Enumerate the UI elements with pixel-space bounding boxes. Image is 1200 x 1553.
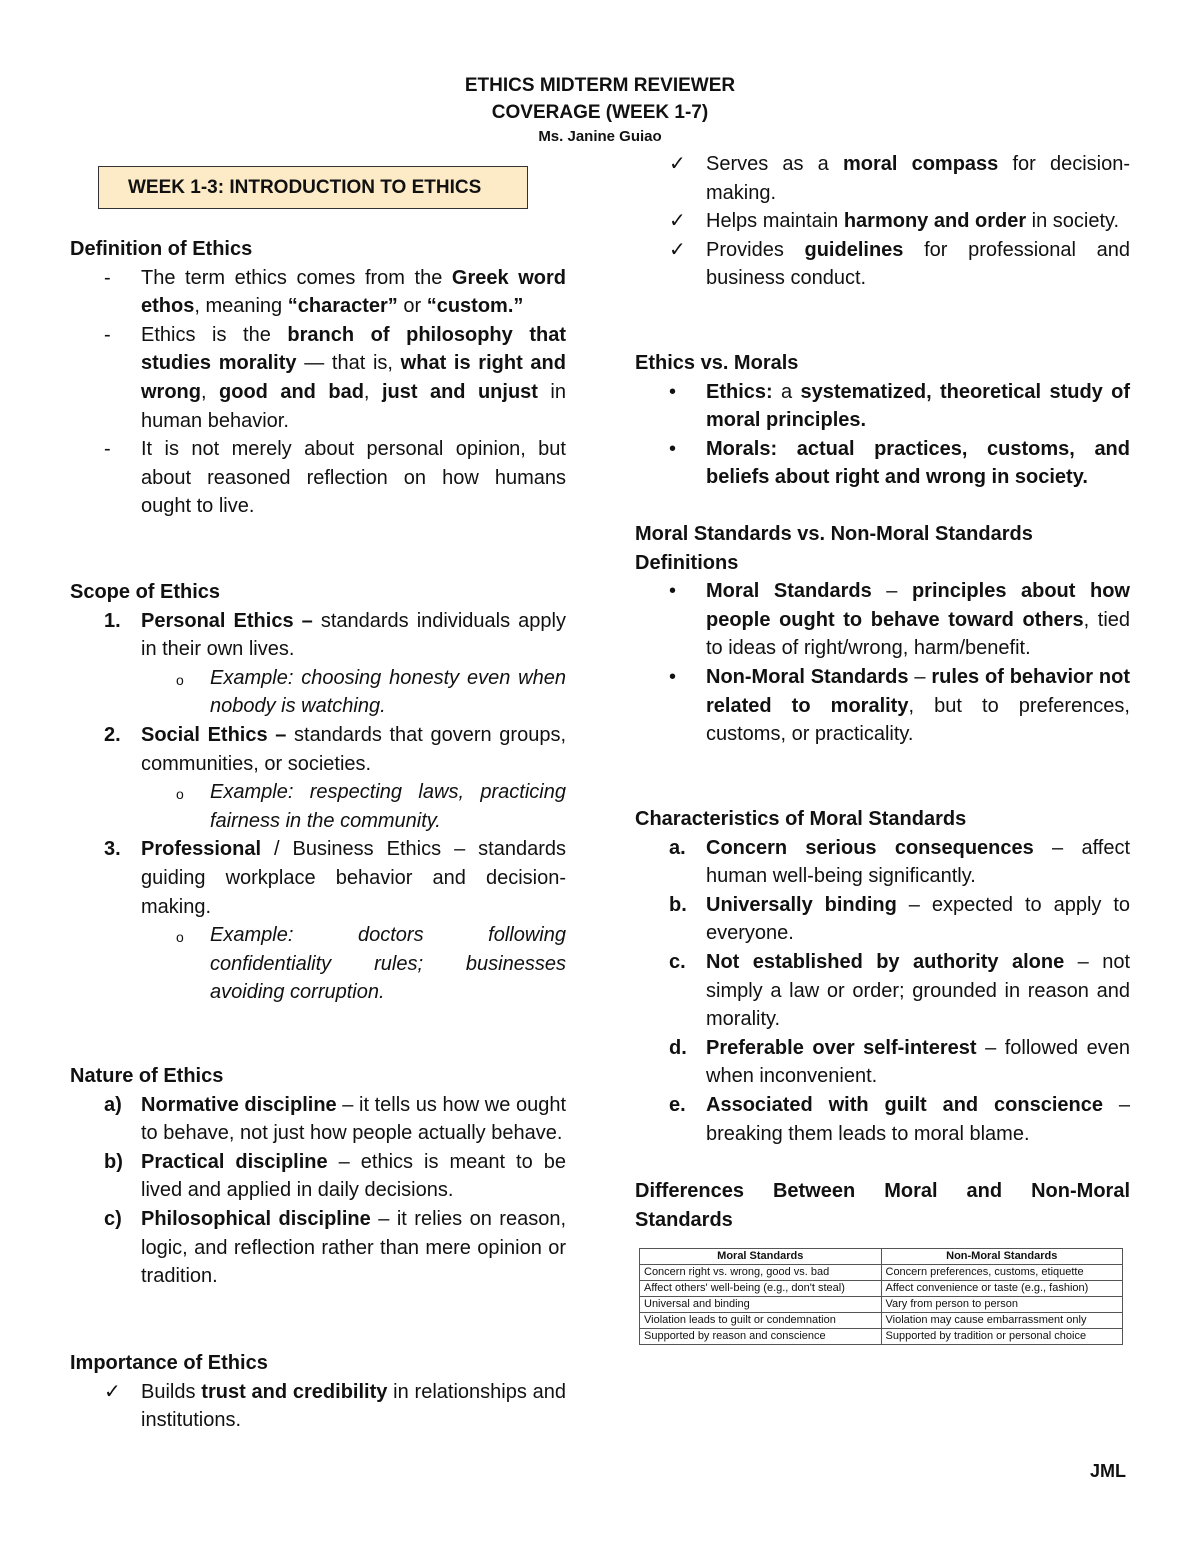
- list-item: b. Universally binding – expected to apply to everyone.: [635, 891, 1130, 948]
- list-item: b) Practical discipline – ethics is meant to be lived and applied in daily decisions.: [70, 1148, 566, 1205]
- standards-section: [635, 520, 1130, 749]
- list-item: - The term ethics comes from the Greek word ethos, meaning “character” or “custom.”: [70, 264, 566, 321]
- dash-marker: -: [104, 438, 111, 461]
- circle-bullet-icon: o: [176, 929, 184, 946]
- list-item: c. Not established by authority alone – not simply a law or order; grounded in reason and morality.: [635, 948, 1130, 1034]
- list-item: ✓ Builds trust and credibility in relationships and institutions.: [70, 1378, 566, 1435]
- column-header: Non-Moral Standards: [881, 1249, 1123, 1265]
- section-title: Characteristics of Moral Standards: [635, 808, 967, 830]
- document-header: [0, 72, 1200, 148]
- section-subtitle: Definitions: [635, 551, 739, 574]
- list-item: ✓ Serves as a moral compass for decision-making.: [635, 150, 1130, 207]
- list-item: ✓ Provides guidelines for professional and business conduct.: [635, 236, 1130, 293]
- circle-bullet-icon: o: [176, 671, 184, 688]
- section-title: Definition of Ethics: [70, 238, 253, 260]
- list-item: 2. Social Ethics – standards that govern groups, communities, or societies.: [70, 721, 566, 778]
- checkmark-icon: ✓: [669, 210, 686, 233]
- footer-initials: JML: [1090, 1461, 1126, 1481]
- characteristics-section: [635, 805, 1130, 1148]
- circle-bullet-icon: o: [176, 786, 184, 803]
- table-row: [640, 1265, 1123, 1281]
- definition-section: [70, 235, 566, 521]
- table-cell: Concern preferences, customs, etiquette: [881, 1265, 1123, 1281]
- instructor-name: Ms. Janine Guiao: [538, 128, 662, 145]
- differences-section: [635, 1177, 1130, 1234]
- table-row: [640, 1329, 1123, 1345]
- list-item: d. Preferable over self-interest – followed even when inconvenient.: [635, 1034, 1130, 1091]
- list-item: 3. Professional / Business Ethics – standards guiding workplace behavior and decision-making.: [70, 835, 566, 921]
- table-cell: Affect convenience or taste (e.g., fashion): [881, 1281, 1123, 1297]
- differences-table: [639, 1248, 1123, 1345]
- example-item: o Example: respecting laws, practicing fairness in the community.: [176, 781, 566, 832]
- table-header-row: [640, 1249, 1123, 1265]
- list-item: • Ethics: a systematized, theoretical study of moral principles.: [635, 378, 1130, 435]
- letter-marker: b): [104, 1150, 123, 1173]
- table-cell: Supported by tradition or personal choice: [881, 1329, 1123, 1345]
- example-item: o Example: doctors following confidentiality rules; businesses avoiding corruption.: [176, 924, 566, 1004]
- list-item: a. Concern serious consequences – affect human well-being significantly.: [635, 834, 1130, 891]
- section-title: Importance of Ethics: [70, 1352, 268, 1374]
- list-item: - Ethics is the branch of philosophy that studies morality — that is, what is right and wrong, good and bad, just and unjust in human behavior.: [70, 321, 566, 435]
- bullet-icon: •: [669, 665, 677, 688]
- list-item: • Morals: actual practices, customs, and beliefs about right and wrong in society.: [635, 435, 1130, 492]
- table-cell: Violation may cause embarrassment only: [881, 1313, 1123, 1329]
- scope-section: [70, 578, 566, 1007]
- checkmark-icon: ✓: [104, 1380, 121, 1403]
- list-item: c) Philosophical discipline – it relies on reason, logic, and reflection rather than mere opinion or tradition.: [70, 1205, 566, 1291]
- number-marker: 2.: [104, 723, 121, 746]
- table-cell: Universal and binding: [640, 1297, 882, 1313]
- table-cell: Vary from person to person: [881, 1297, 1123, 1313]
- ethics-vs-morals-section: [635, 349, 1130, 492]
- number-marker: 1.: [104, 609, 121, 632]
- dash-marker: -: [104, 266, 111, 289]
- section-title: Ethics vs. Morals: [635, 352, 799, 374]
- importance-continued: [635, 150, 1130, 293]
- section-title: Moral Standards vs. Non-Moral Standards: [635, 523, 1033, 545]
- checkmark-icon: ✓: [669, 153, 686, 175]
- letter-marker: e.: [669, 1093, 686, 1116]
- table-cell: Violation leads to guilt or condemnation: [640, 1313, 882, 1329]
- dash-marker: -: [104, 323, 111, 346]
- bullet-icon: •: [669, 580, 677, 603]
- list-item: e. Associated with guilt and conscience – breaking them leads to moral blame.: [635, 1091, 1130, 1148]
- document-title: ETHICS MIDTERM REVIEWER: [464, 75, 736, 96]
- table-row: [640, 1281, 1123, 1297]
- bullet-icon: •: [669, 437, 677, 460]
- letter-marker: a.: [669, 836, 686, 859]
- checkmark-icon: ✓: [669, 238, 686, 261]
- list-item: • Moral Standards – principles about how people ought to behave toward others, tied to ideas of right/wrong, harm/benefit.: [635, 577, 1130, 663]
- section-title: Scope of Ethics: [70, 581, 221, 603]
- letter-marker: c.: [669, 950, 686, 973]
- section-title: Nature of Ethics: [70, 1065, 224, 1087]
- bullet-icon: •: [669, 380, 677, 403]
- list-item: 1. Personal Ethics – standards individuals apply in their own lives.: [70, 607, 566, 664]
- table-row: [640, 1297, 1123, 1313]
- list-item: - It is not merely about personal opinion, but about reasoned reflection on how humans ought to live.: [70, 435, 566, 521]
- letter-marker: b.: [669, 893, 687, 916]
- letter-marker: a): [104, 1093, 122, 1116]
- table-cell: Supported by reason and conscience: [640, 1329, 882, 1345]
- table-cell: Affect others' well-being (e.g., don't steal): [640, 1281, 882, 1297]
- table-cell: Concern right vs. wrong, good vs. bad: [640, 1265, 882, 1281]
- list-item: a) Normative discipline – it tells us how we ought to behave, not just how people actually behave.: [70, 1091, 566, 1148]
- column-header: Moral Standards: [640, 1249, 882, 1265]
- number-marker: 3.: [104, 838, 121, 861]
- list-item: ✓ Helps maintain harmony and order in society.: [635, 207, 1130, 236]
- importance-section: [70, 1349, 566, 1435]
- table-row: [640, 1313, 1123, 1329]
- letter-marker: d.: [669, 1036, 687, 1059]
- letter-marker: c): [104, 1207, 122, 1230]
- week-section-box: WEEK 1-3: INTRODUCTION TO ETHICS: [98, 166, 528, 209]
- example-item: o Example: choosing honesty even when nobody is watching.: [176, 666, 566, 718]
- nature-section: [70, 1062, 566, 1291]
- list-item: • Non-Moral Standards – rules of behavior not related to morality, but to preferences, customs, or practicality.: [635, 663, 1130, 749]
- coverage-line: COVERAGE (WEEK 1-7): [491, 102, 709, 123]
- section-title: Differences Between Moral and Non-Moral Standards: [635, 1180, 1130, 1231]
